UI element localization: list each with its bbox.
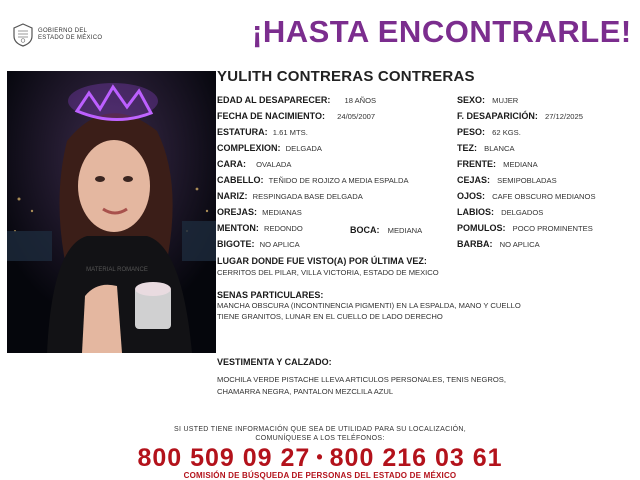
last-seen-value: CERRITOS DEL PILAR, VILLA VICTORIA, ESTADO DE MEXICO	[217, 268, 439, 277]
field-value: OVALADA	[256, 160, 292, 169]
field-label: OREJAS:	[217, 207, 258, 217]
particular-marks-line-2: TIENE GRANITOS, LUNAR EN EL CUELLO DE LADO DERECHO	[217, 312, 443, 321]
field-label: LABIOS:	[457, 207, 494, 217]
field-complexion	[457, 143, 515, 154]
field-value: MEDIANAS	[262, 208, 302, 217]
field-eyebrows	[457, 175, 557, 186]
phone-number-2[interactable]: 800 216 03 61	[329, 444, 503, 472]
field-value: 27/12/2025	[544, 112, 583, 121]
field-label: F. DESAPARICIÓN:	[457, 111, 538, 121]
field-birthdate	[217, 111, 375, 122]
field-value: 62 KGS.	[492, 128, 521, 137]
field-height	[217, 127, 308, 138]
field-build	[217, 143, 322, 154]
last-seen-label: LUGAR DONDE FUE VISTO(A) POR ÚLTIMA VEZ:	[217, 256, 427, 266]
field-ears	[217, 207, 302, 218]
field-label: COMPLEXION:	[217, 143, 281, 153]
field-label: TEZ:	[457, 143, 477, 153]
agency-name: COMISIÓN DE BÚSQUEDA DE PERSONAS DEL ESTADO DE MÉXICO	[183, 471, 457, 480]
field-label: CARA:	[217, 159, 246, 169]
field-value: NO APLICA	[499, 240, 540, 249]
field-value: DELGADA	[285, 144, 322, 153]
field-weight	[457, 127, 521, 138]
clothing-label: VESTIMENTA Y CALZADO:	[217, 357, 332, 367]
field-label: POMULOS:	[457, 223, 506, 233]
field-label: BOCA:	[350, 225, 380, 235]
field-age	[217, 95, 376, 106]
field-value: NO APLICA	[259, 240, 300, 249]
svg-text:MATERIAL ROMANCE: MATERIAL ROMANCE	[86, 267, 148, 273]
field-label: NARIZ:	[217, 191, 248, 201]
phone-number-1[interactable]: 800 509 09 27	[137, 444, 311, 472]
field-value: DELGADOS	[501, 208, 544, 217]
field-lips	[457, 207, 543, 218]
field-label: FECHA DE NACIMIENTO:	[217, 111, 325, 121]
missing-person-photo	[7, 71, 216, 353]
field-label: PESO:	[457, 127, 486, 137]
field-value: POCO PROMINENTES	[512, 224, 593, 233]
particular-marks-line-1: MANCHA OBSCURA (INCONTINENCIA PIGMENTI) EN LA ESPALDA, MANO Y CUELLO	[217, 301, 521, 310]
field-value: BLANCA	[484, 144, 515, 153]
field-value: 24/05/2007	[337, 112, 376, 121]
field-value: TEÑIDO DE ROJIZO A MEDIA ESPALDA	[268, 176, 409, 185]
field-value: REDONDO	[263, 224, 303, 233]
field-cheekbones	[457, 223, 593, 234]
field-sex	[457, 95, 518, 106]
field-value: MUJER	[492, 96, 519, 105]
field-hair	[217, 175, 409, 186]
field-value: 1.61 MTS.	[272, 128, 308, 137]
field-label: BIGOTE:	[217, 239, 255, 249]
logo-line-1: GOBIERNO DEL	[38, 28, 88, 34]
field-value: SEMIPOBLADAS	[497, 176, 557, 185]
headline: ¡HASTA ENCONTRARLE!	[252, 14, 632, 49]
footer-note-1: SI USTED TIENE INFORMACIÓN QUE SEA DE UTILIDAD PARA SU LOCALIZACIÓN,	[173, 426, 467, 433]
field-nose	[217, 191, 363, 202]
field-mouth	[350, 225, 422, 236]
government-logo	[12, 22, 122, 48]
field-label: MENTON:	[217, 223, 259, 233]
field-label: CABELLO:	[217, 175, 264, 185]
field-eyes	[457, 191, 596, 202]
logo-line-2: ESTADO DE MÉXICO	[38, 35, 103, 41]
field-label: ESTATURA:	[217, 127, 268, 137]
field-value: 18 AÑOS	[344, 96, 377, 105]
field-disappearance-date	[457, 111, 583, 122]
field-chin	[217, 223, 303, 234]
clothing-line-2: CHAMARRA NEGRA, PANTALON MEZCLILA AZUL	[217, 387, 394, 396]
person-name: YULITH CONTRERAS CONTRERAS	[217, 68, 475, 85]
clothing-line-1: MOCHILA VERDE PISTACHE LLEVA ARTICULOS PERSONALES, TENIS NEGROS,	[217, 375, 506, 384]
field-label: SEXO:	[457, 95, 486, 105]
state-crest-icon	[12, 23, 34, 47]
field-label: CEJAS:	[457, 175, 491, 185]
field-value: MEDIANA	[387, 226, 423, 235]
field-label: FRENTE:	[457, 159, 496, 169]
field-value: CAFE OBSCURO MEDIANOS	[492, 192, 596, 201]
field-label: BARBA:	[457, 239, 493, 249]
field-beard	[457, 239, 540, 250]
field-label: EDAD AL DESAPARECER:	[217, 95, 331, 105]
footer-note-2: COMUNÍQUESE A LOS TELÉFONOS:	[255, 435, 385, 442]
field-value: MEDIANA	[503, 160, 538, 169]
field-forehead	[457, 159, 538, 170]
field-mustache	[217, 239, 300, 250]
field-face	[217, 159, 291, 170]
phone-numbers	[0, 444, 640, 473]
field-label: OJOS:	[457, 191, 486, 201]
portrait-illustration	[7, 71, 216, 353]
particular-marks-label: SENAS PARTICULARES:	[217, 290, 324, 300]
separator-dot: •	[316, 447, 324, 467]
field-value: RESPINGADA BASE DELGADA	[252, 192, 363, 201]
